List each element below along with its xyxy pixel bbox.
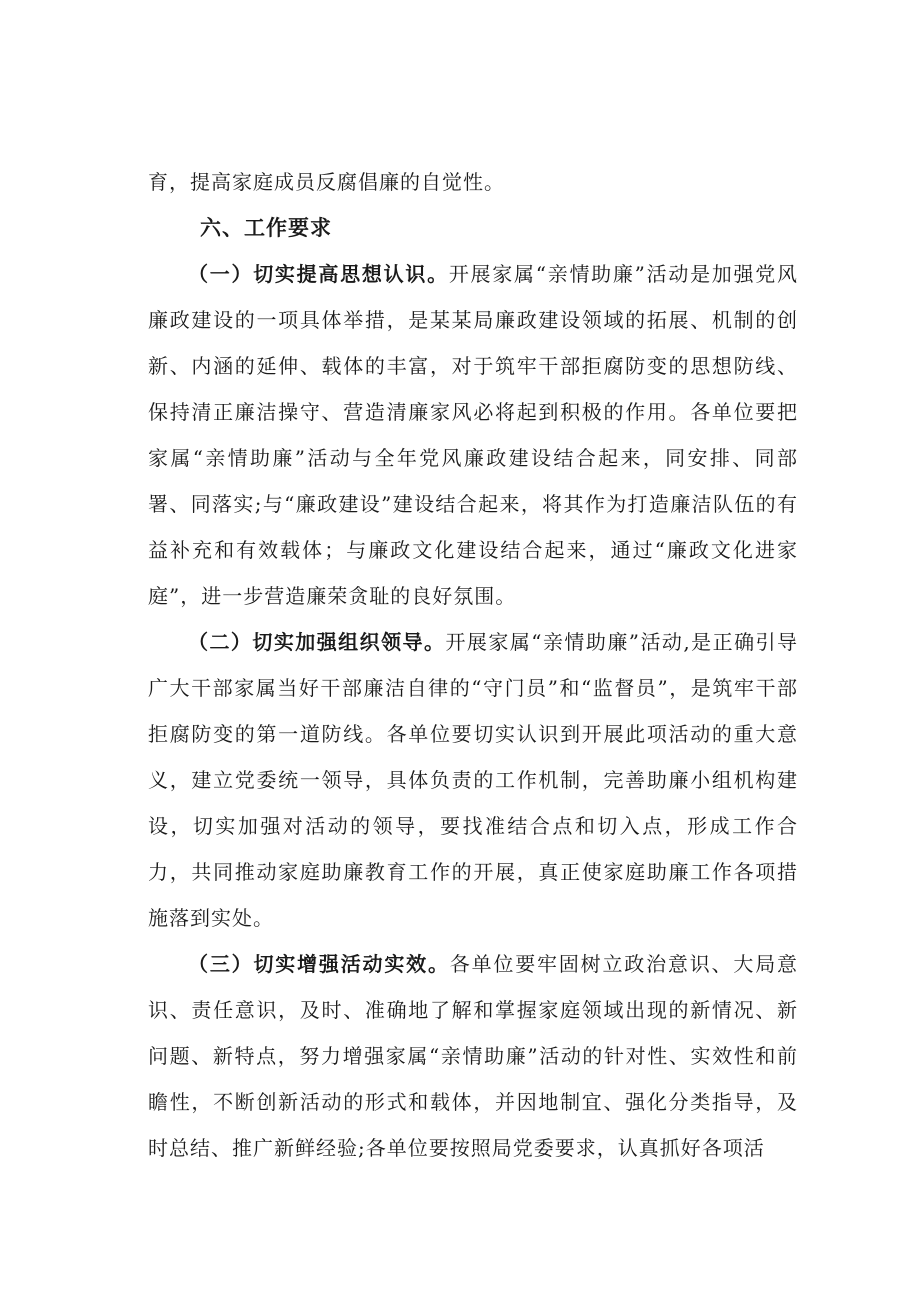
section-heading: 六、工作要求 bbox=[200, 216, 332, 240]
requirement-item-3-lead: （三）切实增强活动实效。 bbox=[188, 952, 450, 976]
requirement-item-1-body: 开展家属“亲情助廉”活动是加强党风廉政建设的一项具体举措，是某某局廉政建设领域的拓展、机制的创新、内涵的延伸、载体的丰富，对于筑牢干部拒腐防变的思想防线、保持清正廉洁操守、营造清廉家风必将起到积极的作用。各单位要把家属“亲情助廉”活动与全年党风廉政建设结合起来，同安排、同部署、同落实;与“廉政建设”建设结合起来，将其作为打造廉洁队伍的有益补充和有效载体；与廉政文化建设结合起来，通过“廉政文化进家庭”，进一步营造廉荣贪耻的良好氛围。 bbox=[148, 262, 799, 608]
requirement-item-2 bbox=[148, 619, 798, 941]
requirement-item-2-lead: （二）切实加强组织领导。 bbox=[188, 630, 446, 654]
requirement-item-1 bbox=[148, 251, 798, 619]
document-body bbox=[148, 159, 798, 1171]
requirement-item-1-lead: （一）切实提高思想认识。 bbox=[188, 262, 449, 286]
requirement-item-2-body: 开展家属“亲情助廉”活动,是正确引导广大干部家属当好干部廉洁自律的“守门员”和“监督员”，是筑牢干部拒腐防变的第一道防线。各单位要切实认识到开展此项活动的重大意义，建立党委统一领导，具体负责的工作机制，完善助廉小组机构建设，切实加强对活动的领导，要找准结合点和切入点，形成工作合力，共同推动家庭助廉教育工作的开展，真正使家庭助廉工作各项措施落到实处。 bbox=[148, 630, 799, 930]
requirement-item-3 bbox=[148, 941, 798, 1171]
requirement-item-3-body: 各单位要牢固树立政治意识、大局意识、责任意识，及时、准确地了解和掌握家庭领域出现的新情况、新问题、新特点，努力增强家属“亲情助廉”活动的针对性、实效性和前瞻性，不断创新活动的形式和载体，并因地制宜、强化分类指导，及时总结、推广新鲜经验;各单位要按照局党委要求，认真抓好各项活 bbox=[148, 952, 799, 1160]
continuation-paragraph: 育，提高家庭成员反腐倡廉的自觉性。 bbox=[148, 170, 505, 194]
